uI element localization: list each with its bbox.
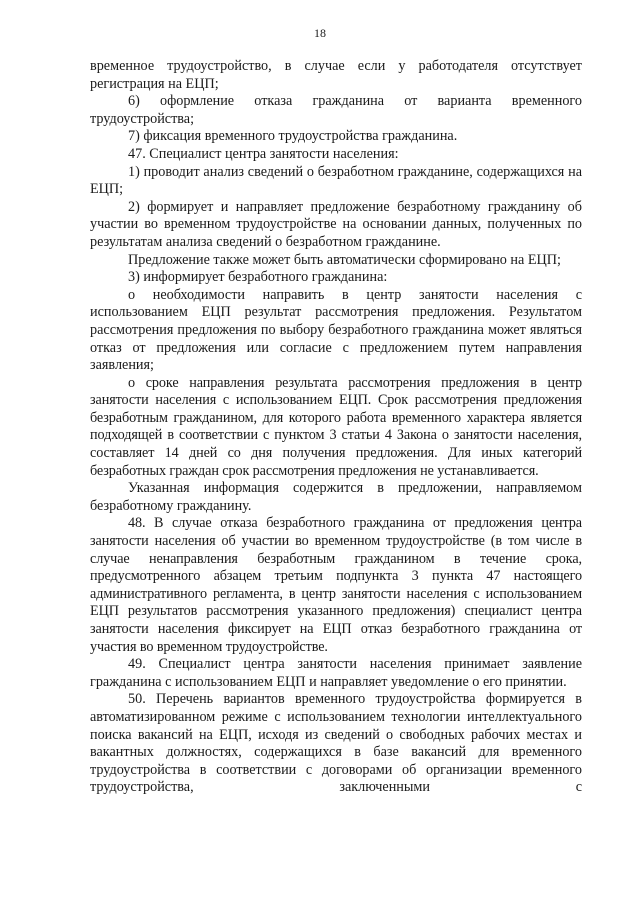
paragraph: 2) формирует и направляет предложение безработному гражданину об участии во временном трудоустройстве на основании данных, полученных по результатам анализа сведений о безработном гражданине.	[90, 198, 582, 250]
paragraph: о необходимости направить в центр занятости населения с использованием ЕЦП результат рассмотрения предложения. Результатом рассмотрения предложения по выбору безработного гражданина может являться отказ от предложения или согласие с предложением путем направления заявления;	[90, 286, 582, 374]
page-number: 18	[314, 26, 326, 40]
paragraph: 48. В случае отказа безработного гражданина от предложения центра занятости населения об участии во временном трудоустройстве (в том числе в случае ненаправления безработным гражданином в течение срока, предусмотренного абзацем третьим подпункта 3 пункта 47 настоящего административного регламента, в центр занятости населения с использованием ЕЦП результатов рассмотрения указанного предложения) специалист центра занятости населения фиксирует на ЕЦП отказ безработного гражданина от участия во временном трудоустройстве.	[90, 515, 582, 655]
paragraph-last: 50. Перечень вариантов временного трудоустройства формируется в автоматизированном режиме с использованием технологии интеллектуального поиска вакансий на ЕЦП, исходя из сведений о свободных рабочих местах и вакантных должностях, содержащихся в базе вакансий для временного трудоустройства в соответствии с договорами об организации временного трудоустройства, заключенными с	[90, 691, 582, 796]
paragraph: временное трудоустройство, в случае если у работодателя отсутствует регистрация на ЕЦП;	[90, 58, 582, 92]
paragraph: о сроке направления результата рассмотрения предложения в центр занятости населения с использованием ЕЦП. Срок рассмотрения предложения безработным гражданином, для которого работа временного характера является подходящей в соответствии с пунктом 3 статьи 4 Закона о занятости населения, составляет 14 дней со дня получения предложения. Для иных категорий безработных граждан срок рассмотрения предложения не устанавливается.	[90, 374, 582, 479]
document-body	[90, 58, 582, 797]
paragraph: 6) оформление отказа гражданина от варианта временного трудоустройства;	[90, 93, 582, 127]
paragraph: 47. Специалист центра занятости населения:	[128, 145, 399, 162]
paragraph: 7) фиксация временного трудоустройства гражданина.	[128, 128, 458, 145]
paragraph: 3) информирует безработного гражданина:	[128, 269, 388, 286]
paragraph: Предложение также может быть автоматически сформировано на ЕЦП;	[128, 251, 561, 268]
paragraph: Указанная информация содержится в предложении, направляемом безработному гражданину.	[90, 480, 582, 514]
paragraph: 49. Специалист центра занятости населения принимает заявление гражданина с использованием ЕЦП и направляет уведомление о его принятии.	[90, 656, 582, 690]
paragraph: 1) проводит анализ сведений о безработном гражданине, содержащихся на ЕЦП;	[90, 163, 582, 198]
